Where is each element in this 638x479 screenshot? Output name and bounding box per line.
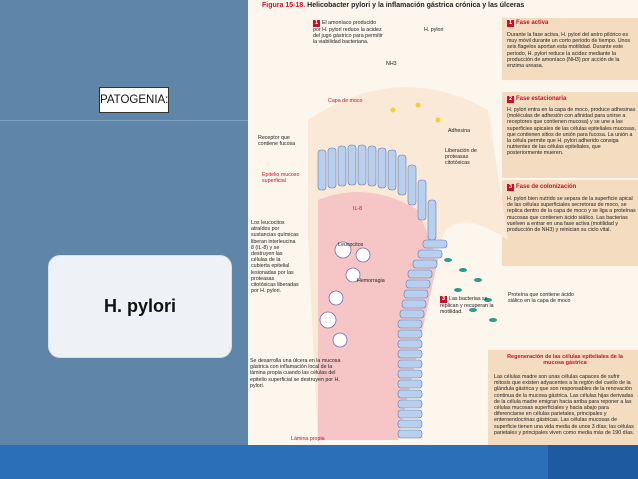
label-il8: IL-8: [353, 206, 363, 212]
label-receptor: Receptor que contiene fucosa: [258, 135, 296, 148]
organism-label: H. pylori: [103, 296, 176, 316]
label-hpylori: H. pylori: [424, 27, 444, 33]
label-hemorragia: Hemorragia: [357, 278, 385, 284]
fase-activa-title: 1 Fase activa: [508, 20, 549, 26]
label-proteina: Proteína que contiene ácido siálico en la capa de moco: [508, 292, 574, 305]
fase-estacionaria-title: 2 Fase estacionaria: [508, 96, 567, 102]
figure-title-text: Helicobacter pylori y la inflamación gástrica crónica y las úlceras: [307, 2, 525, 9]
label-adhesina: Adhesina: [448, 128, 471, 134]
label-liberacion: Liberación de proteasas citotóxicas: [445, 148, 477, 167]
fase-activa-text: Durante la fase activa, H. pylori del antro pilórico es muy móvil durante un corto periodo de tiempo. Unos seis flagelos aportan esta motilidad. Durante este periodo, H. pylori reduce la acidez mediante la producción de amoníaco (NH3) por acción de la enzima ureasa.: [507, 32, 631, 70]
label-capa-moco: Capa de moco: [328, 98, 363, 104]
note-ammonia: 1 El amoníaco producido por H. pylori reduce la acidez del jugo gástrico para permitir la viabilidad bacteriana.: [313, 20, 383, 46]
label-epitelio: Epitelio mucoso superficial: [262, 172, 300, 185]
note-leucocitos: Los leucocitos atraídos por sustancias químicas liberan interleucina 8 (IL-8) y se destruyen las células de la cubierta epitelial lesionadas por las proteasas citotóxicas liberadas por H. pylori.: [251, 220, 299, 295]
note-ulcera: Se desarrolla una úlcera en la mucosa gástrica con inflamación local de la lámina propia cuando las células del epitelio superficial se destruyen por H. pylori.: [250, 358, 341, 389]
fase-estacionaria-text: H. pylori entra en la capa de moco, produce adhesinas (moléculas de adhesión con afinidad para unirse a receptores que contienen mucosa) y se une a las superficies apicales de las células epiteliales mucosas, que contienen sitios de unión para fucosa. La unión a la célula permite que H. pylori adherido consiga nutrientes de las células epiteliales, que posteriormente mueren.: [507, 107, 636, 157]
figure-title: [262, 2, 524, 9]
fase-colonizacion-title: 3 Fase de colonización: [508, 184, 577, 190]
regeneracion-title: Regeneración de las células epiteliales de la mucosa gástrica: [507, 354, 623, 366]
label-nh3: NH3: [386, 61, 397, 67]
divider-line: [0, 120, 248, 121]
figure-number: Figura 15-18.: [262, 2, 306, 9]
bottom-bar: [0, 445, 638, 479]
organism-box: [48, 255, 232, 358]
patogenia-label: PATOGENIA:: [99, 87, 169, 113]
note-replican: 3 Las bacterias se replican y recuperan la motilidad.: [440, 296, 494, 316]
fase-colonizacion-text: H. pylori bien nutrido se separa de la superficie apical de las células superficiales secretoras de moco, se replica dentro de la capa de moco y se liga a proteínas mucosas que contienen ácido siálico. Las bacterias vuelven a entrar en una fase activa (motilidad y producción de NH3) y reinician su ciclo vital.: [507, 196, 636, 234]
label-leucocitos: Leucocitos: [338, 242, 364, 248]
regeneracion-text: Las células madre son unas células capaces de sufrir mitosis que existen adyacentes a la región del cuello de la glándula gástrica y que son responsables de la renovación continua de la mucosa gástrica. Las células hijas derivadas de la célula madre emigran hacia arriba para reponer a las células mucosas superficiales y hacia abajo para diferenciarse en células parietales, principales y enteroendocrinas gástricas. Las células mucosas de superficie tienen una vida media de unos 3 días; las células parietales y principales viven como media más de 190 días.: [494, 374, 635, 436]
label-lamina-propia: Lámina propia: [291, 436, 325, 442]
left-panel: [0, 0, 248, 479]
bottom-bar-accent: [548, 445, 638, 479]
